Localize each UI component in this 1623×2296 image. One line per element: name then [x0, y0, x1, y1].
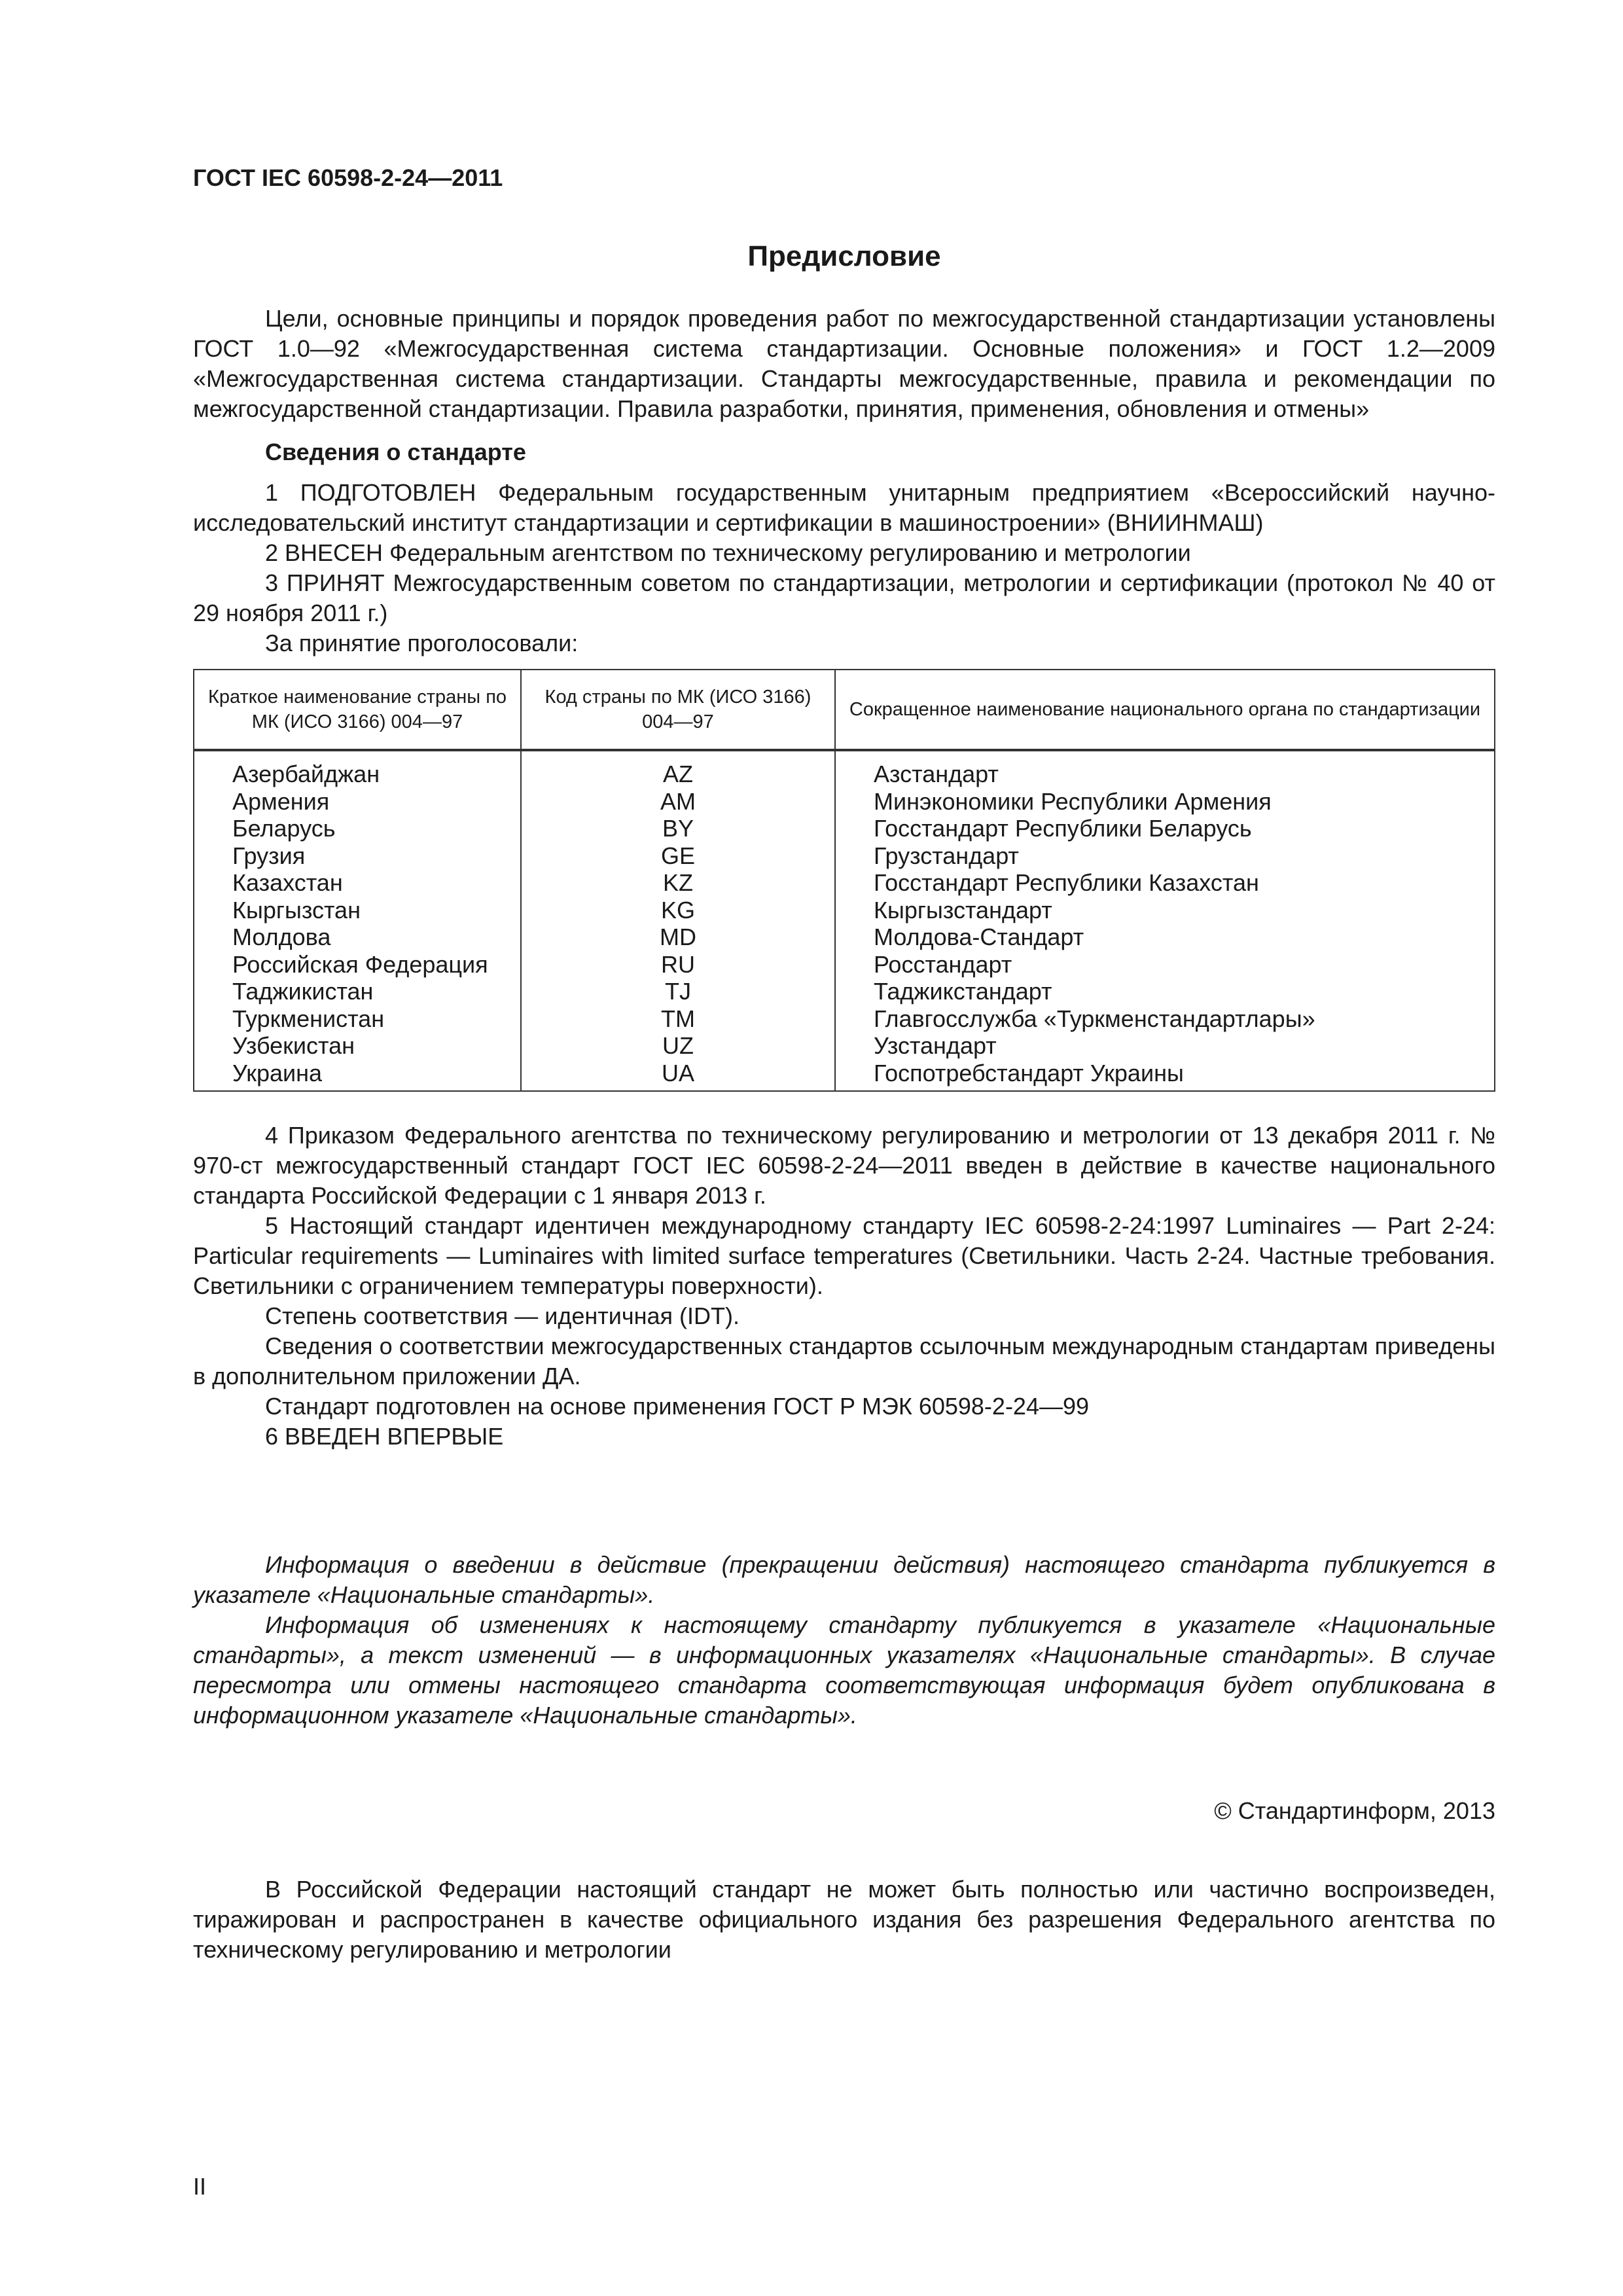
document-header: ГОСТ IEC 60598-2-24—2011 [193, 164, 503, 191]
country-name: Туркменистан [194, 1005, 521, 1033]
table-row [194, 788, 1495, 816]
item-5-references: Сведения о соответствии межгосударственных стандартов ссылочным международным стандартам приведены в дополнительном приложении ДА. [193, 1333, 1495, 1390]
page-number: II [193, 2173, 207, 2200]
table-row [194, 924, 1495, 951]
document-body [193, 304, 1495, 1965]
national-body: Госстандарт Республики Казахстан [835, 869, 1495, 897]
item-5: 5 Настоящий стандарт идентичен международному стандарту IEC 60598-2-24:1997 Luminaires — Part 2-24: Particular requirements — Luminaires with limited surface temperatures (Светильники. Часть 2-24. Частные требования. Светильники с ограничением температуры поверхности). [193, 1212, 1495, 1299]
country-name: Грузия [194, 842, 521, 870]
table-row [194, 897, 1495, 924]
country-name: Казахстан [194, 869, 521, 897]
country-code: KZ [521, 869, 835, 897]
intro-paragraph: Цели, основные принципы и порядок проведения работ по межгосударственной стандартизации установлены ГОСТ 1.0—92 «Межгосударственная система стандартизации. Основные положения» и ГОСТ 1.2—2009 «Межгосударственная система стандартизации. Стандарты межгосударственные, правила и рекомендации по межгосударственной стандартизации. Правила разработки, принятия, применения, обновления и отмены» [193, 305, 1495, 422]
country-name: Украина [194, 1060, 521, 1092]
spacer [193, 1452, 1495, 1550]
country-code: RU [521, 951, 835, 978]
country-code: KG [521, 897, 835, 924]
table-row [194, 815, 1495, 842]
country-code: UZ [521, 1032, 835, 1060]
country-code: UA [521, 1060, 835, 1092]
table-row [194, 951, 1495, 978]
info-paragraph-1: Информация о введении в действие (прекращении действия) настоящего стандарта публикуется в указателе «Национальные стандарты». [193, 1551, 1495, 1608]
country-name: Российская Федерация [194, 951, 521, 978]
country-code: BY [521, 815, 835, 842]
country-code: TM [521, 1005, 835, 1033]
document-page [193, 164, 1495, 1965]
country-code: MD [521, 924, 835, 951]
voted-label: За принятие проголосовали: [265, 630, 579, 656]
table-row [194, 1032, 1495, 1060]
info-paragraph-2: Информация об изменениях к настоящему стандарту публикуется в указателе «Национальные стандарты», а текст изменений — в информационных указателях «Национальные стандарты». В случае пересмотра или отмены настоящего стандарта соответствующая информация будет опубликована в информационном указателе «Национальные стандарты». [193, 1611, 1495, 1729]
country-name: Узбекистан [194, 1032, 521, 1060]
item-6: 6 ВВЕДЕН ВПЕРВЫЕ [265, 1423, 504, 1450]
country-code: AM [521, 788, 835, 816]
national-body: Госстандарт Республики Беларусь [835, 815, 1495, 842]
country-name: Азербайджан [194, 750, 521, 788]
country-code: GE [521, 842, 835, 870]
section-subtitle: Сведения о стандарте [265, 439, 526, 465]
item-5-compliance: Степень соответствия — идентичная (IDT). [265, 1302, 740, 1329]
national-body: Таджикстандарт [835, 978, 1495, 1005]
country-name: Беларусь [194, 815, 521, 842]
table-row [194, 1005, 1495, 1033]
country-name: Кыргызстан [194, 897, 521, 924]
header-country-code: Код страны по МК (ИСО 3166) 004—97 [521, 670, 835, 750]
legal-notice: В Российской Федерации настоящий стандарт не может быть полностью или частично воспроизведен, тиражирован и распространен в качестве официального издания без разрешения Федерального агентства по техническому регулированию и метрологии [193, 1876, 1495, 1963]
national-body: Азстандарт [835, 750, 1495, 788]
item-1: 1 ПОДГОТОВЛЕН Федеральным государственным унитарным предприятием «Всероссийский научно-исследовательский институт стандартизации и сертификации в машиностроении» (ВНИИНМАШ) [193, 479, 1495, 536]
table-row [194, 842, 1495, 870]
national-body: Главгосслужба «Туркменстандартлары» [835, 1005, 1495, 1033]
national-body: Кыргызстандарт [835, 897, 1495, 924]
country-code: AZ [521, 750, 835, 788]
country-name: Молдова [194, 924, 521, 951]
national-body: Узстандарт [835, 1032, 1495, 1060]
table-row [194, 978, 1495, 1005]
header-national-body: Сокращенное наименование национального органа по стандартизации [835, 670, 1495, 750]
item-3: 3 ПРИНЯТ Межгосударственным советом по стандартизации, метрологии и сертификации (протокол № 40 от 29 ноября 2011 г.) [193, 569, 1495, 626]
table-row [194, 1060, 1495, 1092]
page-title: Предисловие [747, 240, 941, 272]
national-body: Грузстандарт [835, 842, 1495, 870]
table-row [194, 750, 1495, 788]
national-body: Росстандарт [835, 951, 1495, 978]
item-4: 4 Приказом Федерального агентства по техническому регулированию и метрологии от 13 декабря 2011 г. № 970-ст межгосударственный стандарт ГОСТ IEC 60598-2-24—2011 введен в действие в качестве национального стандарта Российской Федерации с 1 января 2013 г. [193, 1122, 1495, 1209]
header-country-name: Краткое наименование страны по МК (ИСО 3166) 004—97 [194, 670, 521, 750]
national-body: Минэкономики Республики Армения [835, 788, 1495, 816]
national-body: Молдова-Стандарт [835, 924, 1495, 951]
country-code: TJ [521, 978, 835, 1005]
item-2: 2 ВНЕСЕН Федеральным агентством по техническому регулированию и метрологии [265, 539, 1191, 566]
item-5-basis: Стандарт подготовлен на основе применения ГОСТ Р МЭК 60598-2-24—99 [265, 1393, 1090, 1420]
voting-table [193, 669, 1495, 1092]
country-name: Армения [194, 788, 521, 816]
table-row [194, 869, 1495, 897]
copyright: © Стандартинформ, 2013 [1214, 1797, 1495, 1824]
table-header-row [194, 670, 1495, 750]
country-name: Таджикистан [194, 978, 521, 1005]
national-body: Госпотребстандарт Украины [835, 1060, 1495, 1092]
